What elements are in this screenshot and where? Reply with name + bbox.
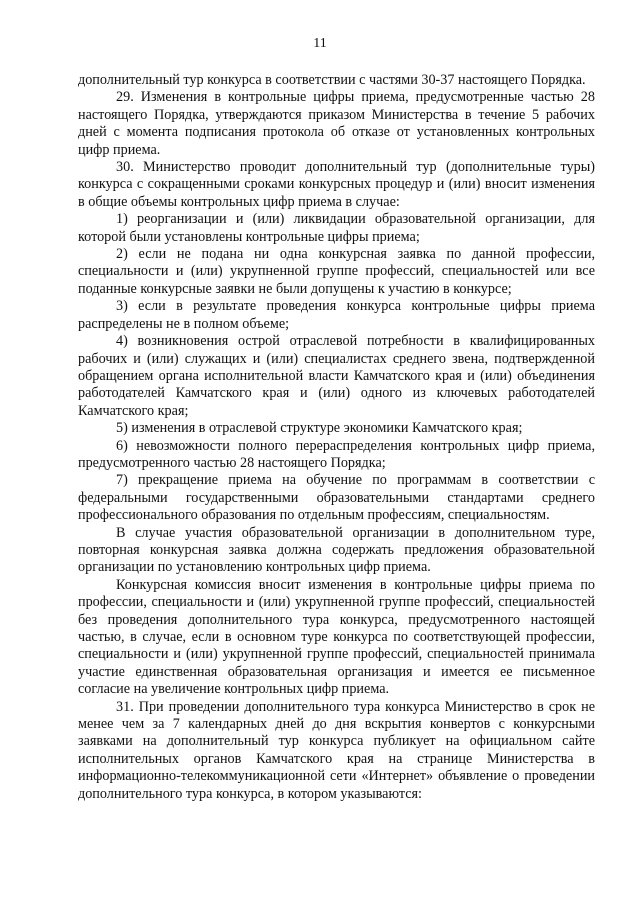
page-number: 11 — [313, 36, 327, 51]
paragraph: В случае участия образовательной организации в дополнительном туре, повторная конкурсная заявка должна содержать предложения образовательной организации по установлению контрольных цифр приема. — [78, 524, 595, 576]
paragraph: дополнительный тур конкурса в соответствии с частями 30-37 настоящего Порядка. — [78, 72, 586, 88]
paragraph: Конкурсная комиссия вносит изменения в контрольные цифры приема по профессии, специальности и (или) укрупненной группе профессий, специальностей без проведения дополнительного тура конкурса, предусмотренного настоящей частью, в случае, если в основном туре конкурса по соответствующей профессии, специальности и (или) укрупненной группе профессий, специальностей принимала участие единственная образовательная организация и имеется ее письменное согласие на увеличение контрольных цифр приема. — [78, 576, 595, 698]
paragraph: 2) если не подана ни одна конкурсная заявка по данной профессии, специальности и (или) укрупненной группе профессий, специальностей или все поданные конкурсные заявки не были допущены к участию в конкурсе; — [78, 246, 595, 297]
paragraph: 5) изменения в отраслевой структуре экономики Камчатского края; — [116, 420, 523, 437]
paragraph: 1) реорганизации и (или) ликвидации образовательной организации, для которой были установлены контрольные цифры приема; — [78, 211, 595, 245]
document-body — [78, 72, 595, 803]
paragraph: 30. Министерство проводит дополнительный тур (дополнительные туры) конкурса с сокращенными сроками конкурсных процедур и (или) вносит изменения в общие объемы контрольных цифр приема в случае: — [78, 159, 595, 210]
paragraph: 7) прекращение приема на обучение по программам в соответствии с федеральными государственными образовательными стандартами среднего профессионального образования по отдельным профессиям, специальностям. — [78, 472, 595, 524]
paragraph: 6) невозможности полного перераспределения контрольных цифр приема, предусмотренного частью 28 настоящего Порядка; — [78, 437, 595, 471]
paragraph: 31. При проведении дополнительного тура конкурса Министерство в срок не менее чем за 7 календарных дней до дня вскрытия конвертов с конкурсными заявками на дополнительный тур конкурса публикует на официальном сайте исполнительных органов Камчатского края на странице Министерства в информационно-телекоммуникационной сети «Интернет» объявление о проведении дополнительного тура конкурса, в котором указываются: — [78, 698, 595, 802]
paragraph: 4) возникновения острой отраслевой потребности в квалифицированных рабочих и (или) служащих и (или) специалистах среднего звена, подтвержденной обращением органа исполнительной власти Камчатского края и (или) объединения работодателей Камчатского края и (или) одного из ключевых работодателей Камчатского края; — [78, 333, 595, 419]
paragraph: 3) если в результате проведения конкурса контрольные цифры приема распределены не в полном объеме; — [78, 298, 595, 332]
paragraph: 29. Изменения в контрольные цифры приема, предусмотренные частью 28 настоящего Порядка, утверждаются приказом Министерства в течение 5 рабочих дней с момента подписания протокола об отказе от установленных контрольных цифр приема. — [78, 89, 595, 158]
